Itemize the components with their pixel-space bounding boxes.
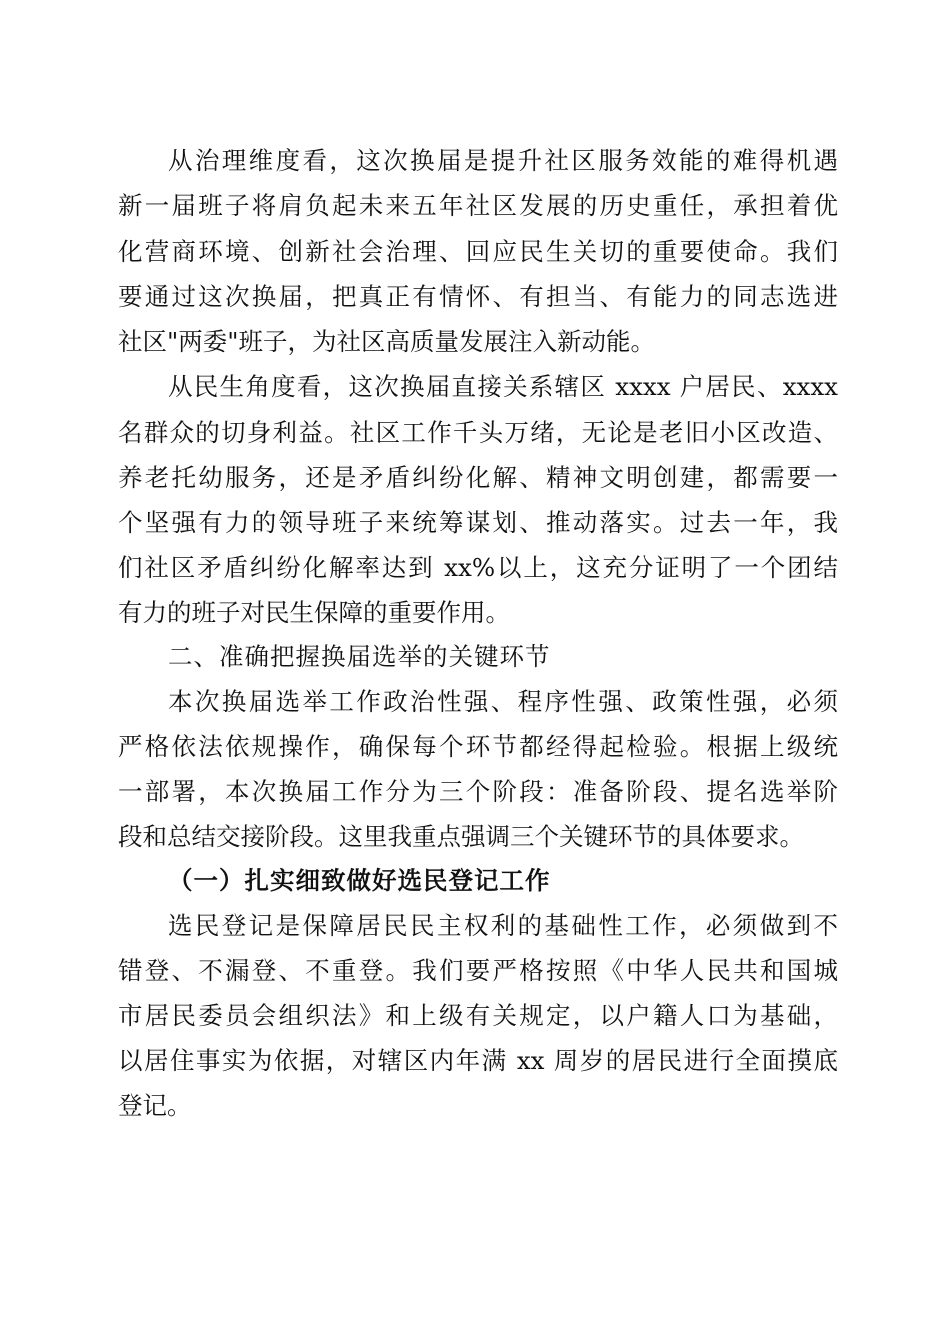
paragraph-3-line-2: 严格依法依规操作，确保每个环节都经得起检验。根据上级统 [118, 732, 838, 761]
paragraph-3-line-4: 段和总结交接阶段。这里我重点强调三个关键环节的具体要求。 [118, 822, 804, 851]
paragraph-4-line-4: 以居住事实为依据，对辖区内年满 xx 周岁的居民进行全面摸底 [118, 1046, 838, 1075]
paragraph-4-line-3: 市居民委员会组织法》和上级有关规定，以户籍人口为基础， [118, 1001, 838, 1030]
paragraph-3-line-3: 一部署，本次换届工作分为三个阶段：准备阶段、提名选举阶 [118, 777, 838, 806]
paragraph-4-line-2: 错登、不漏登、不重登。我们要严格按照《中华人民共和国城 [118, 956, 838, 985]
paragraph-2-line-3: 养老托幼服务，还是矛盾纠纷化解、精神文明创建，都需要一 [118, 463, 838, 492]
paragraph-4-line-5: 登记。 [118, 1091, 192, 1120]
section-heading: 二、准确把握换届选举的关键环节 [168, 642, 551, 671]
paragraph-1-line-4: 要通过这次换届，把真正有情怀、有担当、有能力的同志选进 [118, 282, 838, 311]
paragraph-1-line-5: 社区"两委"班子，为社区高质量发展注入新动能。 [118, 327, 656, 356]
paragraph-1-line-2: 新一届班子将肩负起未来五年社区发展的历史重任，承担着优 [118, 191, 838, 220]
paragraph-4-line-1: 选民登记是保障居民民主权利的基础性工作，必须做到不 [168, 911, 838, 940]
subsection-heading: （一）扎实细致做好选民登记工作 [168, 866, 551, 895]
paragraph-2-line-1: 从民生角度看，这次换届直接关系辖区 xxxx 户居民、xxxx [168, 372, 838, 401]
paragraph-2-line-5: 们社区矛盾纠纷化解率达到 xx%以上，这充分证明了一个团结 [118, 553, 838, 582]
paragraph-1-line-1: 从治理维度看，这次换届是提升社区服务效能的难得机遇 [168, 146, 838, 175]
paragraph-2-line-2: 名群众的切身利益。社区工作千头万绪，无论是老旧小区改造、 [118, 418, 838, 447]
paragraph-2-line-4: 个坚强有力的领导班子来统筹谋划、推动落实。过去一年，我 [118, 508, 838, 537]
paragraph-1-line-3: 化营商环境、创新社会治理、回应民生关切的重要使命。我们 [118, 237, 838, 266]
paragraph-3-line-1: 本次换届选举工作政治性强、程序性强、政策性强，必须 [168, 687, 838, 716]
paragraph-2-line-6: 有力的班子对民生保障的重要作用。 [118, 598, 510, 627]
